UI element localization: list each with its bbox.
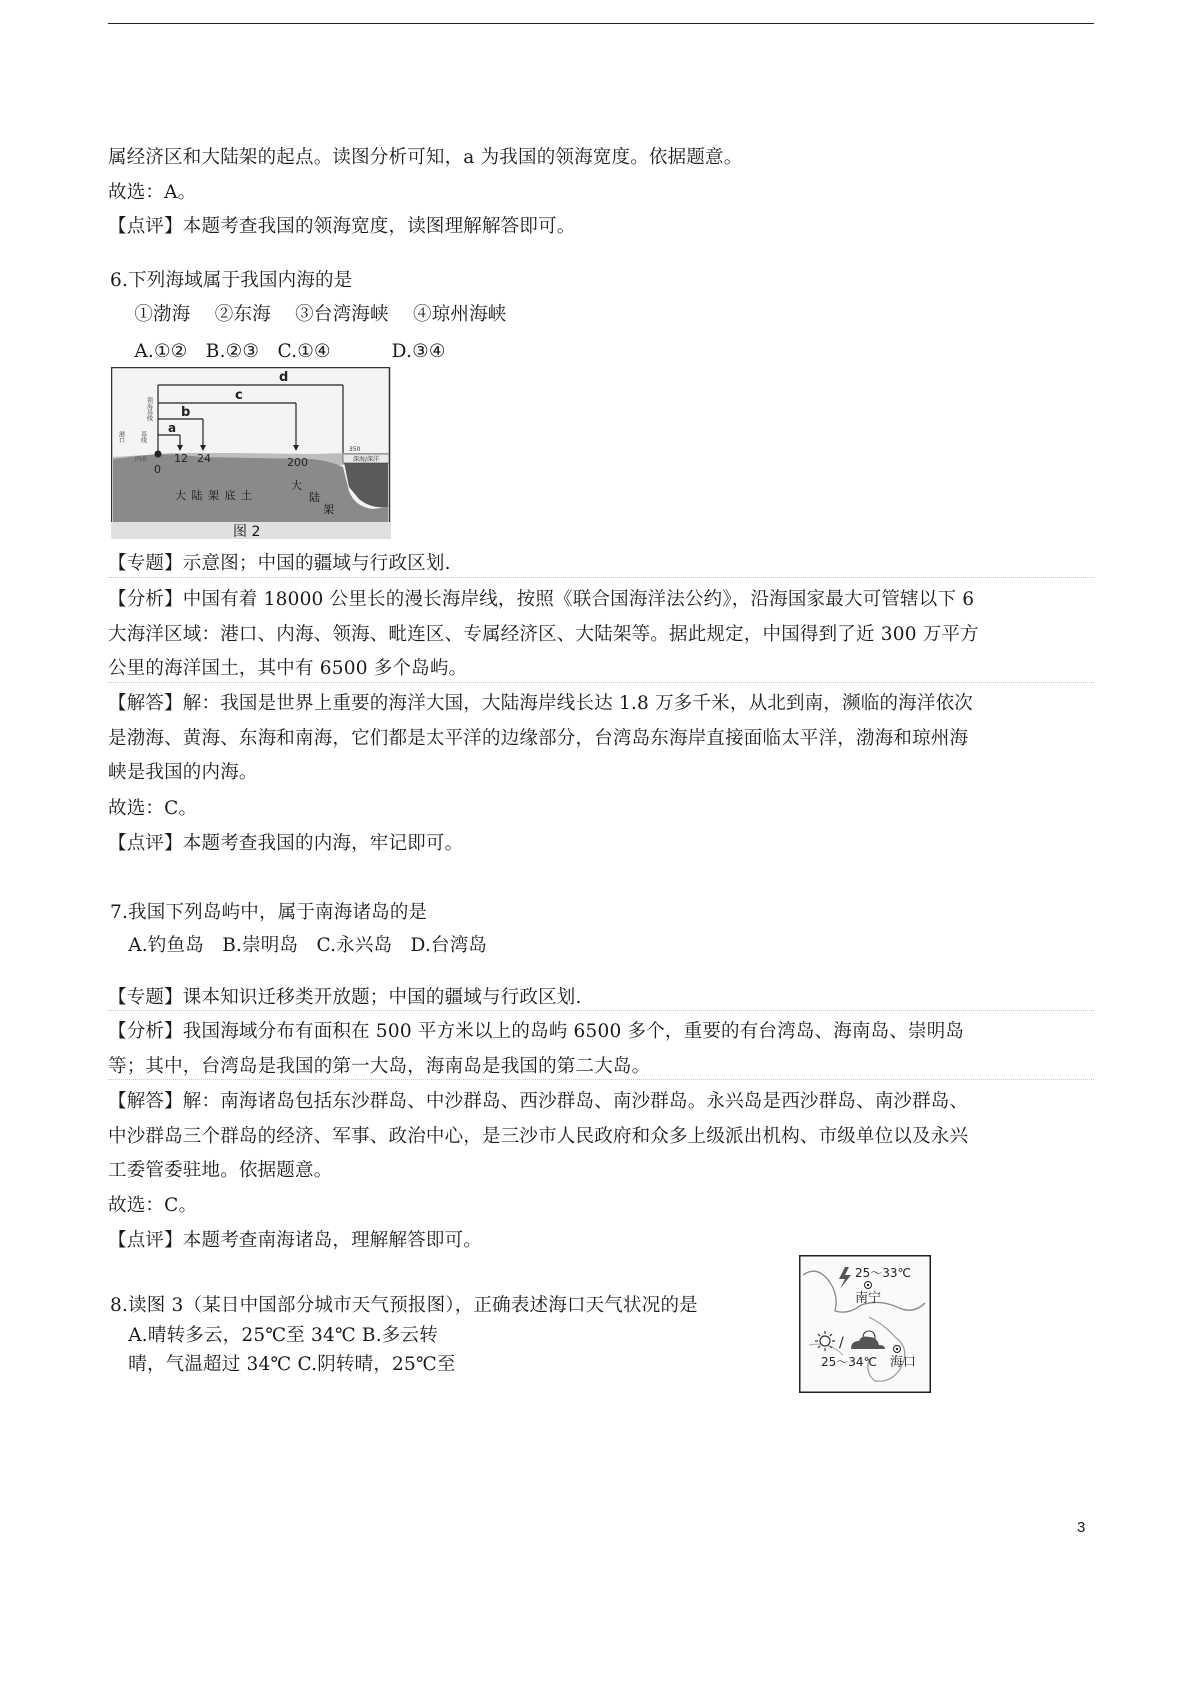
- nanning-label: 南宁: [855, 1291, 882, 1306]
- figure-3-weather-map: [799, 1255, 931, 1393]
- question-6-items: ①渤海 ②东海 ③台湾海峡 ④琼州海峡: [110, 304, 507, 325]
- dotted-rule: [108, 1010, 1094, 1011]
- figure-2-caption: 图 2: [233, 524, 261, 539]
- text-line: 【点评】本题考查我国的内海，牢记即可。: [108, 833, 464, 854]
- page-number: 3: [1077, 1519, 1086, 1536]
- svg-text:内水: 内水: [135, 456, 148, 463]
- header-rule: [108, 23, 1094, 24]
- question-7-stem: 7.我国下列岛屿中，属于南海诸岛的是: [110, 902, 428, 923]
- text-line: 故选：A。: [108, 182, 197, 203]
- sunny-icon: [815, 1331, 835, 1351]
- text-line: 【解答】解：我国是世界上重要的海洋大国，大陆海岸线长达 1.8 万多千米，从北到南，濒临的海洋依次: [108, 693, 973, 714]
- nanning-temp: 25～33℃: [855, 1266, 912, 1280]
- deep-sea-label: 深海/深洋: [352, 456, 380, 463]
- label-d: d: [279, 370, 289, 385]
- text-line: 工委管委驻地。依据题意。: [108, 1160, 333, 1181]
- svg-text:架: 架: [323, 503, 334, 516]
- text-line: 故选：C。: [108, 798, 198, 819]
- text-line: 公里的海洋国土，其中有 6500 多个岛屿。: [108, 658, 468, 679]
- text-line: 【专题】示意图；中国的疆域与行政区划.: [108, 553, 451, 574]
- text-line: 等；其中，台湾岛是我国的第一大岛，海南岛是我国的第二大岛。: [108, 1056, 651, 1077]
- dotted-rule: [108, 682, 1094, 683]
- text-line: 中沙群岛三个群岛的经济、军事、政治中心，是三沙市人民政府和众多上级派出机构、市级单位以及永兴: [108, 1126, 969, 1147]
- text-line: 峡是我国的内海。: [108, 762, 258, 783]
- dotted-rule: [108, 1079, 1094, 1080]
- tick-0: 0: [154, 463, 161, 476]
- question-8-stem: 8.读图 3（某日中国部分城市天气预报图），正确表述海口天气状况的是: [110, 1295, 698, 1316]
- text-line: 大海洋区域：港口、内海、领海、毗连区、专属经济区、大陆架等。据此规定，中国得到了近 300 万平方: [108, 624, 979, 645]
- haikou-temp: 25～34℃: [821, 1355, 878, 1369]
- text-line: 故选：C。: [108, 1195, 198, 1216]
- text-line: 属经济区和大陆架的起点。读图分析可知，a 为我国的领海宽度。依据题意。: [108, 147, 743, 168]
- haikou-label: 海口: [890, 1355, 917, 1370]
- text-line: 【分析】中国有着 18000 公里长的漫长海岸线，按照《联合国海洋法公约》，沿海国家最大可管辖以下 6: [108, 589, 975, 610]
- svg-text:/: /: [839, 1335, 844, 1351]
- text-line: 是渤海、黄海、东海和南海，它们都是太平洋的边缘部分，台湾岛东海岸直接面临太平洋，渤海和琼州海: [108, 728, 969, 749]
- label-b: b: [181, 405, 191, 420]
- text-line: 【分析】我国海域分布有面积在 500 平方米以上的岛屿 6500 多个，重要的有台湾岛、海南岛、崇明岛: [108, 1021, 965, 1042]
- tick-200: 200: [287, 456, 308, 469]
- question-8-options-2: 晴，气温超过 34℃ C.阴转晴，25℃至: [110, 1354, 456, 1375]
- svg-text:港口: 港口: [117, 431, 125, 443]
- question-6-stem: 6.下列海域属于我国内海的是: [110, 270, 353, 291]
- text-line: 【解答】解：南海诸岛包括东沙群岛、中沙群岛、西沙群岛、南沙群岛。永兴岛是西沙群岛、南沙群岛、: [108, 1091, 969, 1112]
- svg-text:领海基线: 领海基线: [145, 397, 153, 421]
- svg-text:陆: 陆: [309, 491, 320, 504]
- text-line: 【点评】本题考查南海诸岛，理解解答即可。: [108, 1230, 483, 1251]
- dotted-rule: [108, 577, 1094, 578]
- svg-text:基线: 基线: [139, 431, 147, 443]
- tick-12: 12: [174, 452, 188, 465]
- svg-text:350: 350: [349, 446, 361, 453]
- question-6-options: A.①② B.②③ C.①④ D.③④: [110, 341, 446, 362]
- svg-text:大: 大: [291, 479, 302, 492]
- tick-24: 24: [197, 452, 211, 465]
- text-line: 【点评】本题考查我国的领海宽度，读图理解解答即可。: [108, 216, 576, 237]
- question-7-options: A.钓鱼岛 B.崇明岛 C.永兴岛 D.台湾岛: [110, 935, 488, 956]
- question-8-options-1: A.晴转多云，25℃至 34℃ B.多云转: [110, 1325, 438, 1346]
- continent-base-label: 大 陆 架 底 土: [175, 489, 253, 502]
- figure-2-diagram: [111, 367, 391, 539]
- text-line: 【专题】课本知识迁移类开放题；中国的疆域与行政区划.: [108, 987, 582, 1008]
- label-c: c: [235, 388, 243, 403]
- label-a: a: [168, 421, 177, 435]
